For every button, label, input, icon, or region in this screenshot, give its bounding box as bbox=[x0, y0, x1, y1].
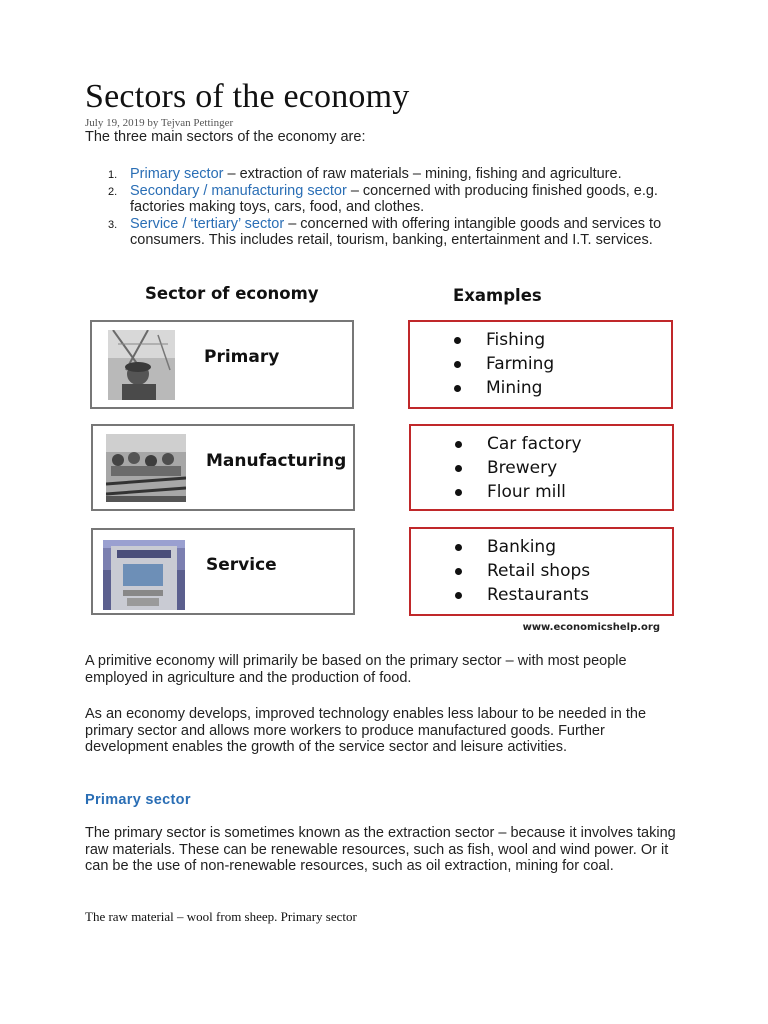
example-item: Retail shops bbox=[455, 559, 590, 583]
list-item-text: – concerned with offering intangible goods and services to consumers. This includes retail, tourism, banking, entertainment and I.T. services. bbox=[130, 215, 662, 248]
manufacturing-sector-box bbox=[91, 424, 355, 511]
example-item: Mining bbox=[454, 376, 554, 400]
section-heading-primary: Primary sector bbox=[85, 792, 191, 808]
sector-label-service: Service bbox=[206, 555, 277, 575]
primary-sector-link[interactable]: Primary sector bbox=[130, 166, 224, 182]
paragraph-economy-develops: As an economy develops, improved technology enables less labour to be needed in the primary sector and allows more workers to produce manufactured goods. Further development enables the growth of the service sector and leisure activities. bbox=[85, 706, 647, 755]
sector-column-heading: Sector of economy bbox=[145, 284, 319, 303]
list-item bbox=[108, 166, 688, 183]
secondary-sector-link[interactable]: Secondary / manufacturing sector bbox=[130, 182, 347, 199]
primary-examples-list bbox=[454, 328, 554, 400]
manufacturing-examples-box bbox=[409, 424, 674, 511]
example-item: Car factory bbox=[455, 432, 582, 456]
list-number: 2. bbox=[108, 185, 118, 198]
sector-label-primary: Primary bbox=[204, 347, 280, 367]
intro-text: The three main sectors of the economy are: bbox=[85, 129, 366, 145]
paragraph-primitive-economy: A primitive economy will primarily be based on the primary sector – with most people employed in agriculture and the production of food. bbox=[85, 653, 627, 686]
service-examples-box bbox=[409, 527, 674, 616]
service-sector-box bbox=[91, 528, 355, 615]
example-item: Farming bbox=[454, 352, 554, 376]
service-sector-link[interactable]: Service / ‘tertiary’ sector bbox=[130, 215, 285, 232]
list-item bbox=[108, 216, 688, 249]
page-title: Sectors of the economy bbox=[85, 78, 410, 115]
example-item: Banking bbox=[455, 535, 590, 559]
primary-examples-box bbox=[408, 320, 673, 409]
list-item-text: – concerned with producing finished goods, e.g. factories making toys, cars, food, and clothes. bbox=[130, 182, 658, 215]
miner-photo bbox=[108, 330, 175, 400]
example-item: Brewery bbox=[455, 456, 582, 480]
sectors-figure bbox=[88, 282, 678, 632]
atm-photo bbox=[103, 540, 185, 610]
image-credit: www.economicshelp.org bbox=[522, 622, 660, 633]
image-caption: The raw material – wool from sheep. Primary sector bbox=[85, 909, 357, 924]
paragraph-primary-sector: The primary sector is sometimes known as the extraction sector – because it involves taking raw materials. These can be renewable resources, such as fish, wool and wind power. Or it can be the use of non-renewable resources, such as oil extraction, mining for coal. bbox=[85, 825, 676, 874]
factory-photo bbox=[106, 434, 186, 502]
list-item bbox=[108, 183, 688, 216]
example-item: Flour mill bbox=[455, 480, 582, 504]
list-item-text: – extraction of raw materials – mining, fishing and agriculture. bbox=[223, 166, 622, 182]
list-number: 3. bbox=[108, 218, 118, 231]
example-item: Fishing bbox=[454, 328, 554, 352]
byline: July 19, 2019 by Tejvan Pettinger bbox=[85, 117, 234, 129]
examples-column-heading: Examples bbox=[453, 286, 542, 305]
example-item: Restaurants bbox=[455, 583, 590, 607]
sector-label-manufacturing: Manufacturing bbox=[206, 451, 347, 471]
sector-list bbox=[108, 166, 688, 249]
list-number: 1. bbox=[108, 169, 118, 181]
service-examples-list bbox=[455, 535, 590, 607]
primary-sector-box bbox=[90, 320, 354, 409]
manufacturing-examples-list bbox=[455, 432, 582, 504]
